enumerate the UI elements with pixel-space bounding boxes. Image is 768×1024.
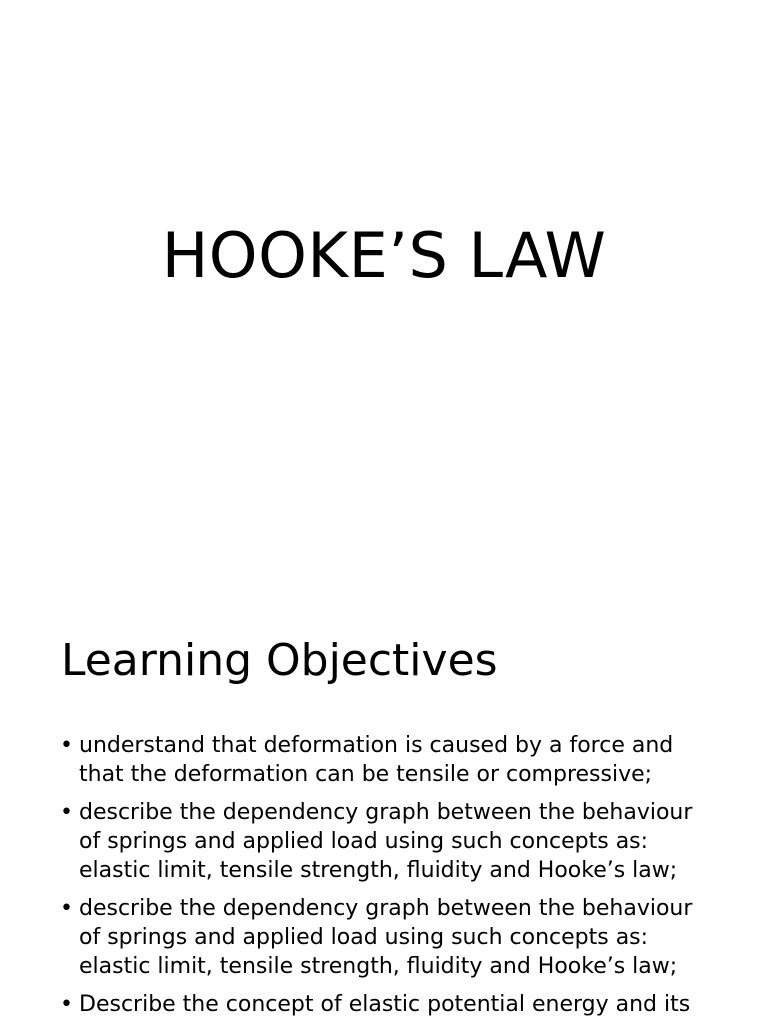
list-item-text: understand that deformation is caused by a force and that the deformation can be tensile or compressive; [79,733,674,787]
list-item-text: describe the dependency graph between the behaviour of springs and applied load using such concepts as: elastic limit, tensile strength, fluidity and Hooke’s law; [79,896,693,979]
bullet-icon: • [60,896,73,921]
bullet-icon: • [60,733,73,758]
list-item-text: Describe the concept of elastic potential energy and its [79,992,691,1017]
bullet-icon: • [60,800,73,825]
list-item [60,798,720,885]
objectives-slide [0,576,768,1024]
list-item-text: describe the dependency graph between the behaviour of springs and applied load using such concepts as: elastic limit, tensile strength, fluidity and Hooke’s law; [79,800,693,883]
list-item [60,990,720,1019]
slide-title: HOOKE’S LAW [161,219,607,292]
bullet-icon: • [60,992,73,1017]
objectives-list [60,731,720,1024]
list-item [60,731,720,789]
objectives-heading: Learning Objectives [61,635,498,686]
list-item [60,894,720,981]
